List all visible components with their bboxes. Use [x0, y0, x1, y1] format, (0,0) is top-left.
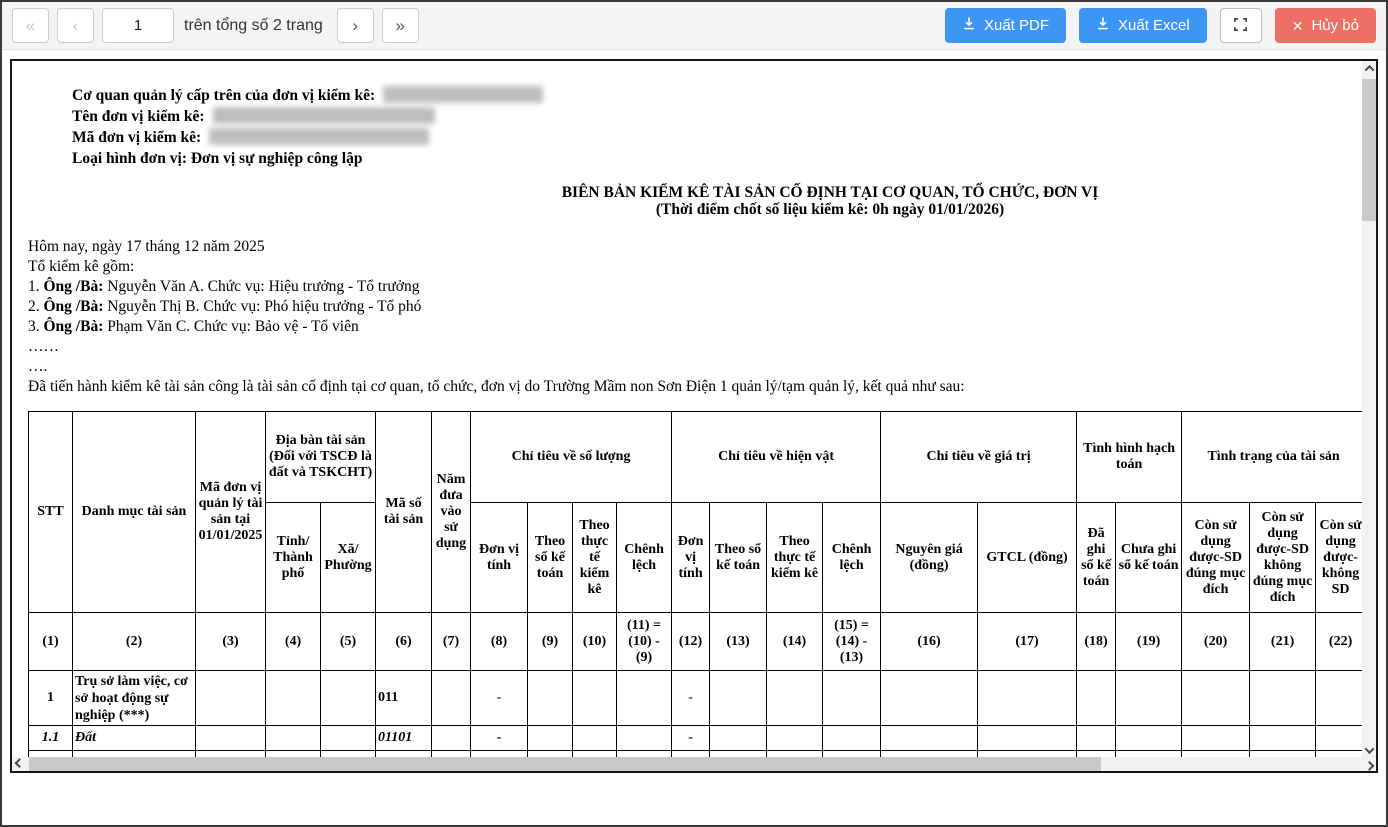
index-cell: (12): [672, 613, 710, 671]
index-cell: (22): [1316, 613, 1362, 671]
table-cell: [1077, 671, 1116, 726]
unit-cell: -: [672, 726, 710, 751]
fullscreen-icon: [1233, 17, 1248, 35]
cancel-label: Hủy bỏ: [1311, 17, 1359, 34]
table-cell: [528, 726, 573, 751]
chevron-up-icon: [1364, 64, 1374, 74]
col-header-ma-so: Mã số tài sản: [376, 412, 432, 613]
table-cell: [1182, 671, 1250, 726]
prev-page-button[interactable]: ‹: [57, 8, 94, 43]
dots-line: ….: [28, 358, 48, 375]
chevron-right-icon: [1364, 760, 1374, 770]
report-body: [28, 237, 1362, 397]
horizontal-scrollbar[interactable]: [12, 757, 1376, 771]
team-member: [28, 317, 1362, 337]
unit-cell: -: [672, 671, 710, 726]
col-header-dvt-hv: Đơn vị tính: [672, 503, 710, 613]
member-label: Ông /Bà:: [43, 278, 104, 295]
vertical-scroll-thumb[interactable]: [1362, 79, 1376, 221]
org-line-unit-code-label: Mã đơn vị kiểm kê:: [72, 129, 202, 146]
horizontal-scroll-thumb[interactable]: [29, 757, 1101, 771]
col-header-con-sd-khong-dung: Còn sử dụng được-SD không đúng mục đích: [1250, 503, 1316, 613]
table-cell: [1116, 671, 1182, 726]
cancel-button[interactable]: [1275, 8, 1376, 43]
table-cell: [1077, 726, 1116, 751]
index-cell: (9): [528, 613, 573, 671]
scroll-down-arrow[interactable]: [1362, 743, 1376, 757]
table-cell: [1250, 671, 1316, 726]
unit-cell: -: [471, 726, 528, 751]
team-member: [28, 297, 1362, 317]
index-cell: (5): [321, 613, 376, 671]
table-cell: [823, 726, 881, 751]
intro-line: Đã tiến hành kiểm kê tài sản công là tài sản cố định tại cơ quan, tổ chức, đơn vị do Trường Mầm non Sơn Điện 1 quản lý/tạm quản lý, kết quả như sau:: [28, 378, 965, 395]
table-cell: [1250, 726, 1316, 751]
report-title: BIÊN BẢN KIỂM KÊ TÀI SẢN CỐ ĐỊNH TẠI CƠ QUAN, TỔ CHỨC, ĐƠN VỊ: [561, 184, 1099, 201]
index-cell: (14): [767, 613, 823, 671]
vertical-scrollbar[interactable]: [1362, 61, 1376, 757]
report-page: [12, 61, 1362, 757]
index-cell: (18): [1077, 613, 1116, 671]
page-number-input[interactable]: [102, 8, 174, 43]
org-header-block: [72, 85, 1362, 169]
asset-code-cell: 011: [376, 671, 432, 726]
member-detail: Nguyễn Văn A. Chức vụ: Hiệu trưởng - Tổ trưởng: [107, 278, 420, 295]
member-detail: Phạm Văn C. Chức vụ: Bảo vệ - Tổ viên: [107, 318, 359, 335]
document-viewport: [12, 61, 1362, 757]
col-header-tinh: Tỉnh/ Thành phố: [266, 503, 321, 613]
col-header-nguyen-gia: Nguyên giá (đồng): [881, 503, 978, 613]
table-cell: [432, 726, 471, 751]
index-cell: (13): [710, 613, 767, 671]
scroll-up-arrow[interactable]: [1362, 61, 1376, 75]
table-cell: [1182, 726, 1250, 751]
col-header-so-ke-toan-hv: Theo sổ kế toán: [710, 503, 767, 613]
team-member: [28, 277, 1362, 297]
asset-name-cell: Trụ sở làm việc, cơ sở hoạt động sự nghiệp (***): [73, 671, 196, 726]
table-cell: [710, 671, 767, 726]
index-cell: (20): [1182, 613, 1250, 671]
export-excel-button[interactable]: [1079, 8, 1207, 43]
first-page-button[interactable]: «: [12, 8, 49, 43]
table-cell: [617, 671, 672, 726]
member-number: 1.: [28, 278, 40, 295]
group-header-gia-tri: Chỉ tiêu về giá trị: [881, 412, 1077, 503]
asset-name-cell: Đất: [73, 726, 196, 751]
index-cell: (11) = (10) - (9): [617, 613, 672, 671]
index-cell: (15) = (14) - (13): [823, 613, 881, 671]
col-header-xa: Xã/ Phường: [321, 503, 376, 613]
table-cell: [1316, 726, 1362, 751]
table-cell: [196, 671, 266, 726]
table-cell: [1116, 726, 1182, 751]
table-cell: [1316, 671, 1362, 726]
scroll-right-arrow[interactable]: [1362, 757, 1376, 771]
group-header-tinh-trang: Tình trạng của tài sản: [1182, 412, 1362, 503]
table-cell: [823, 671, 881, 726]
table-cell: [881, 671, 978, 726]
table-cell: [432, 671, 471, 726]
stt-cell: 1.1: [29, 726, 73, 751]
report-title-block: [28, 184, 1362, 218]
redacted-value: [213, 107, 435, 124]
col-header-dvt-sl: Đơn vị tính: [471, 503, 528, 613]
table-cell: [617, 726, 672, 751]
col-header-chenh-lech-sl: Chênh lệch: [617, 503, 672, 613]
chevron-left-icon: [14, 758, 24, 768]
next-page-button[interactable]: ›: [337, 8, 374, 43]
pager-total-label: trên tổng số 2 trang: [184, 16, 323, 34]
stt-cell: 1: [29, 671, 73, 726]
download-icon: [1096, 16, 1110, 35]
index-cell: (21): [1250, 613, 1316, 671]
document-frame: [10, 59, 1378, 773]
table-row: [29, 726, 1363, 751]
table-cell: [321, 671, 376, 726]
org-line-unit-name: [72, 106, 1362, 127]
chevron-down-icon: [1364, 744, 1374, 754]
index-cell: (8): [471, 613, 528, 671]
download-icon: [962, 16, 976, 35]
dots-line: ……: [28, 338, 59, 355]
col-header-thuc-te-sl: Theo thực tế kiểm kê: [573, 503, 617, 613]
col-header-chenh-lech-hv: Chênh lệch: [823, 503, 881, 613]
export-excel-label: Xuất Excel: [1118, 17, 1190, 34]
group-header-hien-vat: Chỉ tiêu về hiện vật: [672, 412, 881, 503]
index-cell: (16): [881, 613, 978, 671]
toolbar: [2, 2, 1386, 50]
col-header-con-sd-khong-sd: Còn sử dụng được-không SD: [1316, 503, 1362, 613]
table-cell: [767, 726, 823, 751]
asset-code-cell: 01101: [376, 726, 432, 751]
table-cell: [573, 671, 617, 726]
table-cell: [528, 671, 573, 726]
table-cell: [321, 726, 376, 751]
group-header-so-luong: Chỉ tiêu về số lượng: [471, 412, 672, 503]
pager: [12, 8, 419, 43]
member-detail: Nguyễn Thị B. Chức vụ: Phó hiệu trưởng - Tổ phó: [107, 298, 422, 315]
index-row: [29, 613, 1363, 671]
table-cell: [881, 726, 978, 751]
index-cell: (3): [196, 613, 266, 671]
index-cell: (2): [73, 613, 196, 671]
org-line-parent-label: Cơ quan quản lý cấp trên của đơn vị kiểm kê:: [72, 87, 376, 104]
group-header-dia-ban: Địa bàn tài sản (Đối với TSCĐ là đất và TSKCHT): [266, 412, 376, 503]
table-cell: [573, 726, 617, 751]
col-header-da-ghi: Đã ghi sổ kế toán: [1077, 503, 1116, 613]
fullscreen-button[interactable]: [1220, 8, 1262, 43]
table-cell: [978, 726, 1077, 751]
org-line-parent: [72, 85, 1362, 106]
redacted-value: [209, 128, 429, 145]
col-header-chua-ghi: Chưa ghi sổ kế toán: [1116, 503, 1182, 613]
index-cell: (6): [376, 613, 432, 671]
col-header-thuc-te-hv: Theo thực tế kiểm kê: [767, 503, 823, 613]
table-cell: [266, 726, 321, 751]
toolbar-actions: [945, 8, 1376, 43]
index-cell: (1): [29, 613, 73, 671]
index-cell: (7): [432, 613, 471, 671]
table-cell: [266, 671, 321, 726]
col-header-nam: Năm đưa vào sử dụng: [432, 412, 471, 613]
table-cell: [196, 726, 266, 751]
table-row: [29, 671, 1363, 726]
table-cell: [978, 671, 1077, 726]
export-pdf-button[interactable]: [945, 8, 1066, 43]
report-subtitle: (Thời điểm chốt số liệu kiểm kê: 0h ngày 01/01/2026): [655, 201, 1005, 218]
member-number: 3.: [28, 318, 40, 335]
index-cell: (10): [573, 613, 617, 671]
org-line-unit-code: [72, 127, 1362, 148]
close-icon: ✕: [1291, 17, 1304, 34]
col-header-con-sd-dung: Còn sử dụng được-SD đúng mục đích: [1182, 503, 1250, 613]
col-header-so-ke-toan-sl: Theo sổ kế toán: [528, 503, 573, 613]
member-number: 2.: [28, 298, 40, 315]
inventory-table: [28, 411, 1362, 757]
redacted-value: [383, 86, 543, 103]
org-line-unit-name-label: Tên đơn vị kiểm kê:: [72, 108, 205, 125]
index-cell: (17): [978, 613, 1077, 671]
date-line: Hôm nay, ngày 17 tháng 12 năm 2025: [28, 238, 265, 255]
index-cell: (4): [266, 613, 321, 671]
last-page-button[interactable]: »: [382, 8, 419, 43]
member-label: Ông /Bà:: [43, 318, 104, 335]
org-line-unit-type: Loại hình đơn vị: Đơn vị sự nghiệp công lập: [72, 150, 363, 167]
table-cell: [767, 671, 823, 726]
col-header-danh-muc: Danh mục tài sản: [73, 412, 196, 613]
unit-cell: -: [471, 671, 528, 726]
col-header-stt: STT: [29, 412, 73, 613]
table-cell: [710, 726, 767, 751]
group-header-hach-toan: Tình hình hạch toán: [1077, 412, 1182, 503]
col-header-gtcl: GTCL (đồng): [978, 503, 1077, 613]
index-cell: (19): [1116, 613, 1182, 671]
col-header-ma-don-vi: Mã đơn vị quản lý tài sản tại 01/01/2025: [196, 412, 266, 613]
scroll-left-arrow[interactable]: [12, 757, 26, 771]
team-line: Tổ kiểm kê gồm:: [28, 258, 135, 275]
export-pdf-label: Xuất PDF: [983, 17, 1050, 34]
member-label: Ông /Bà:: [43, 298, 104, 315]
